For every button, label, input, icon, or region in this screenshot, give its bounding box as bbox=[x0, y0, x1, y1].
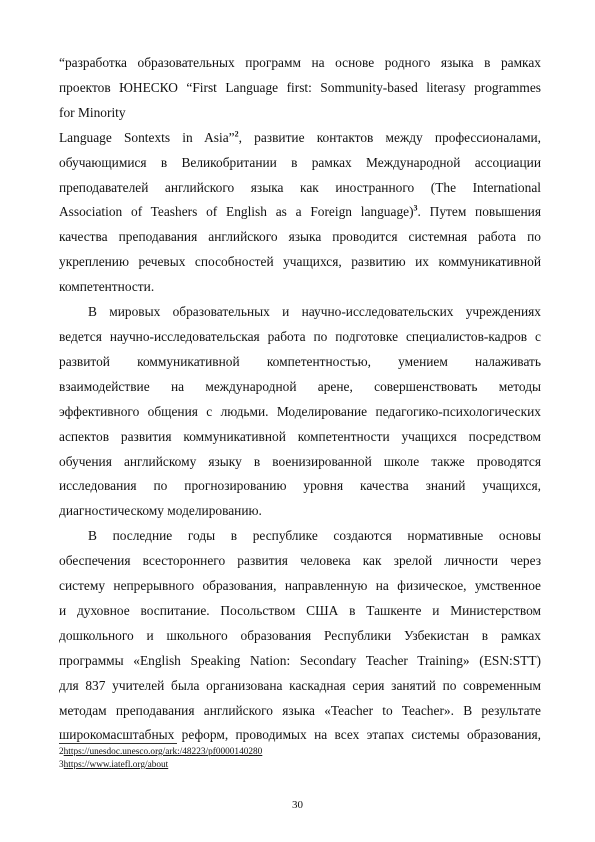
footnote-item bbox=[59, 759, 262, 772]
text-line: Language Sontexts in Asia”$^2$, развитие контактов между профессионалами, bbox=[59, 129, 541, 145]
text-line: взаимодействие на международной арене, совершенствовать методы bbox=[59, 378, 541, 394]
footnotes bbox=[59, 746, 262, 772]
text-line: ведется научно-исследовательская работа по подготовке специалистов-кадров с bbox=[59, 328, 541, 344]
footnote-number: 3 bbox=[59, 760, 64, 770]
text-line: дошкольного и школьного образования Республики Узбекистан в рамках bbox=[59, 627, 541, 643]
text-line: исследования по прогнозированию уровня качества знаний учащихся, bbox=[59, 478, 541, 494]
text-line: В последние годы в республике создаются нормативные основы bbox=[88, 528, 541, 544]
text-line: программы «English Speaking Nation: Secondary Teacher Training» (ESN:STT) bbox=[59, 652, 541, 668]
text-line: широкомасштабных реформ, проводимых на всех этапах системы образования, bbox=[59, 727, 541, 743]
text-line: диагностическому моделированию. bbox=[59, 503, 262, 519]
footnote-item bbox=[59, 746, 262, 759]
text-line: качества преподавания английского языка проводится системная работа по bbox=[59, 229, 541, 245]
text-line: и духовное воспитание. Посольством США в Ташкенте и Министерством bbox=[59, 602, 541, 618]
text-line: for Minority bbox=[59, 104, 126, 120]
text-line: “разработка образовательных программ на основе родного языка в рамках bbox=[59, 55, 541, 70]
text-line: укреплению речевых способностей учащихся, развитию их коммуникативной bbox=[59, 254, 541, 270]
footnote-reference[interactable]: 3 bbox=[413, 203, 418, 213]
paragraph bbox=[59, 300, 541, 524]
text-line: проектов ЮНЕСКО “First Language first: Sommunity-based literasy programmes bbox=[59, 79, 541, 95]
paragraph bbox=[59, 524, 541, 748]
body-text bbox=[59, 51, 541, 748]
text-line: аспектов развития коммуникативной компетентности учащихся посредством bbox=[59, 428, 541, 444]
text-line: методам преподавания английского языка «Teacher to Teacher». В результате bbox=[59, 702, 541, 718]
paragraph bbox=[59, 51, 541, 300]
footnote-number: 2 bbox=[59, 747, 64, 757]
page-number: 30 bbox=[292, 799, 303, 811]
text-line: эффективного общения с людьми. Моделирование педагогико-психологических bbox=[59, 403, 541, 419]
text-line: для 837 учителей была организована каскадная серия занятий по современным bbox=[59, 677, 541, 693]
text-line: компетентности. bbox=[59, 279, 155, 295]
footnote-separator bbox=[59, 743, 177, 744]
text-line: В мировых образовательных и научно-исследовательских учреждениях bbox=[88, 304, 541, 320]
text-line: обучающимися в Великобритании в рамках Международной ассоциации bbox=[59, 154, 541, 170]
text-line: Association of Teashers of English as a Foreign language)$^3$. Путем повышения bbox=[59, 203, 541, 220]
text-line: развитой коммуникативной компетентностью, умением налаживать bbox=[59, 353, 541, 369]
footnote-link[interactable]: https://www.iatefl.org/about bbox=[63, 760, 169, 770]
footnote-link[interactable]: https://unesdoc.unesco.org/ark:/48223/pf0000140280 bbox=[63, 747, 263, 757]
footnote-reference[interactable]: 2 bbox=[234, 129, 239, 139]
text-line: систему непрерывного образования, направленную на физическое, умственное bbox=[59, 578, 541, 594]
text-line: обучения английскому языку в военизированной школе также проводятся bbox=[59, 453, 541, 469]
text-line: преподавателей английского языка как иностранного (The International bbox=[59, 179, 541, 195]
text-line: обеспечения всестороннего развития человека как зрелой личности через bbox=[59, 553, 541, 569]
